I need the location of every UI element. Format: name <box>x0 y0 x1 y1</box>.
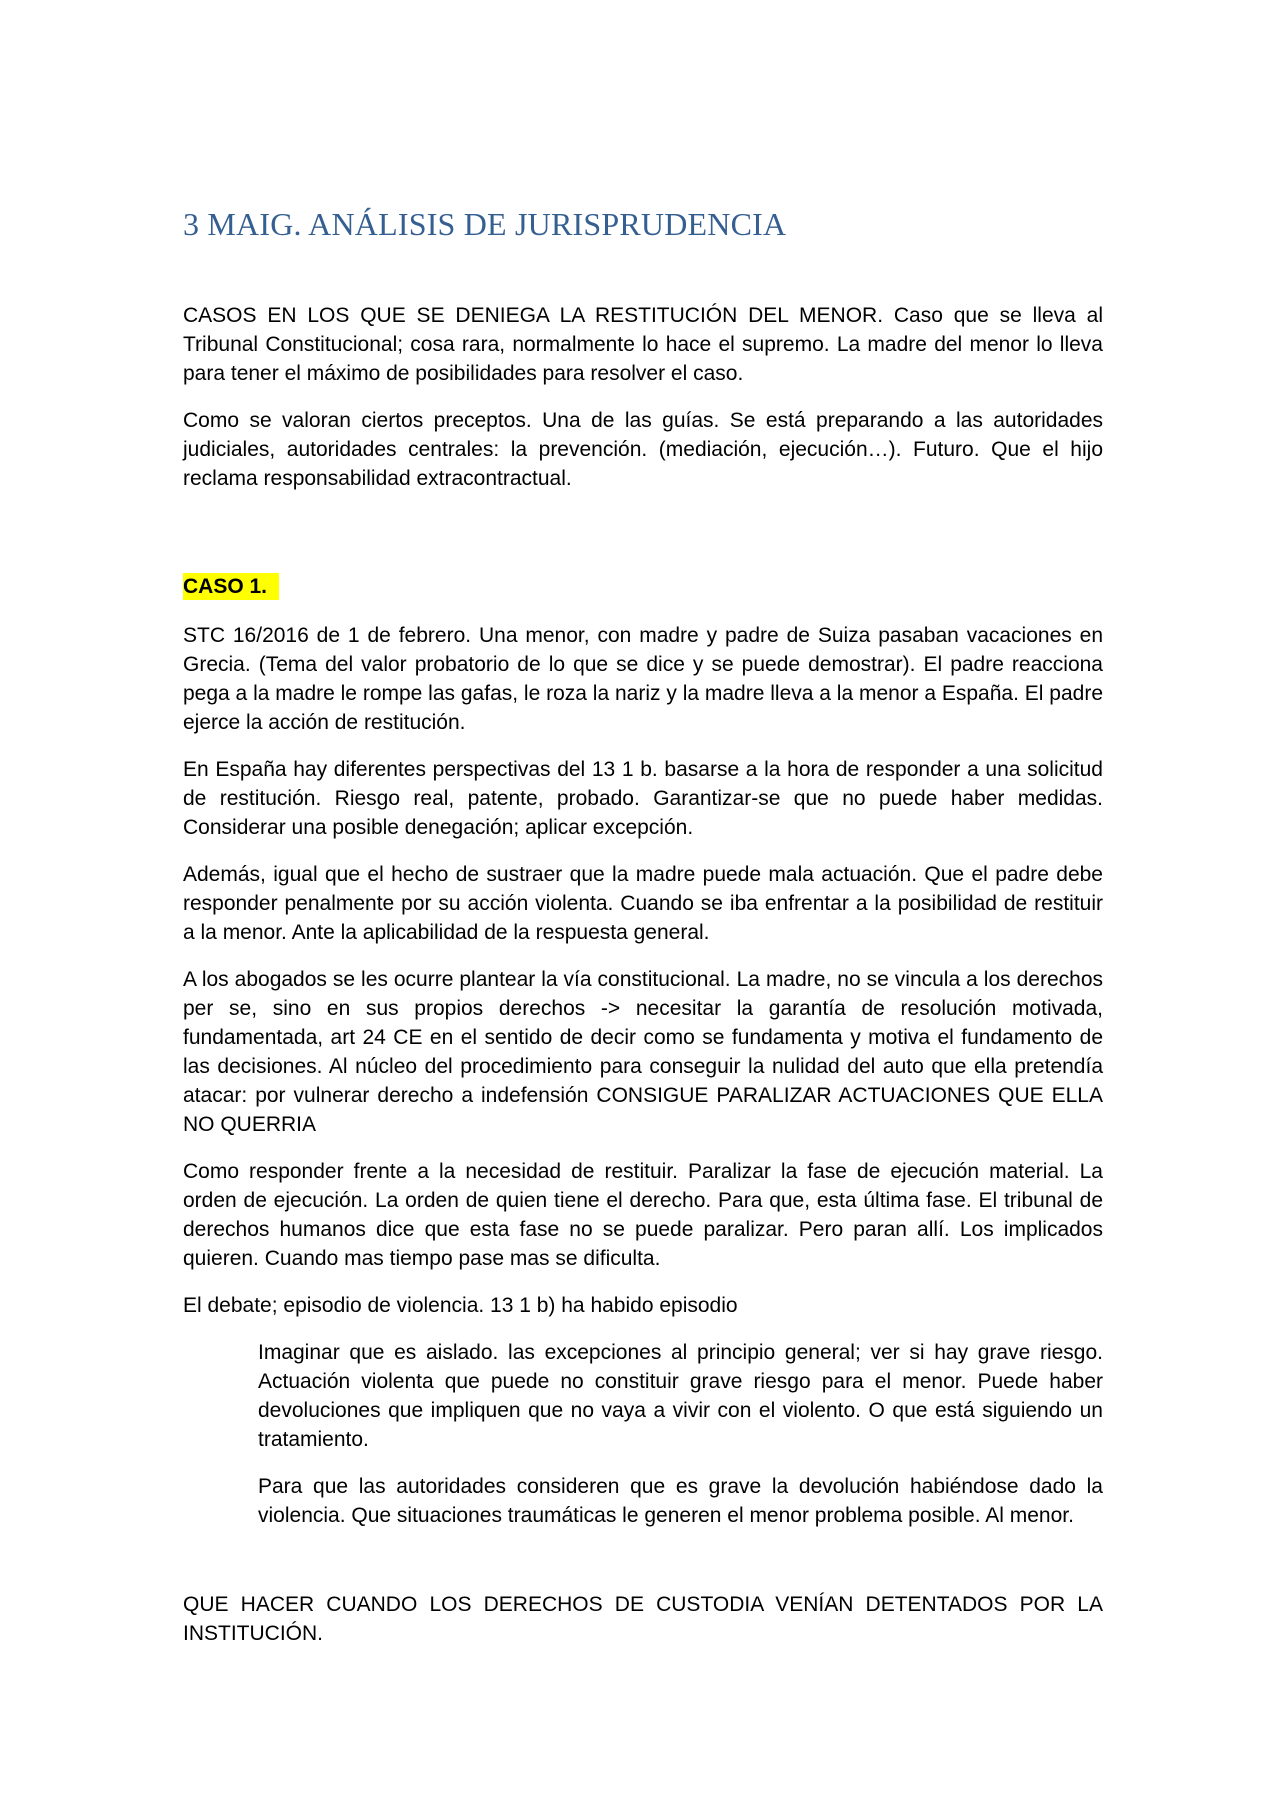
case-label-highlight: CASO 1. <box>183 573 279 600</box>
case-paragraph-3: Además, igual que el hecho de sustraer que la madre puede mala actuación. Que el padre debe responder penalmente por su acción violenta. Cuando se iba enfrentar a la posibilidad de restituir a la menor. Ante la aplicabilidad de la respuesta general. <box>183 863 1103 944</box>
case-paragraph-5: Como responder frente a la necesidad de restituir. Paralizar la fase de ejecución material. La orden de ejecución. La orden de quien tiene el derecho. Para que, esta última fase. El tribunal de derechos humanos dice que esta fase no se puede paralizar. Pero paran allí. Los implicados quieren. Cuando mas tiempo pase mas se dificulta. <box>183 1160 1103 1270</box>
intro-paragraph-2: Como se valoran ciertos preceptos. Una de las guías. Se está preparando a las autoridades judiciales, autoridades centrales: la prevención. (mediación, ejecución…). Futuro. Que el hijo reclama responsabilidad extracontractual. <box>183 409 1103 490</box>
section-spacer-2 <box>183 1548 1103 1590</box>
closing-paragraph: QUE HACER CUANDO LOS DERECHOS DE CUSTODIA VENÍAN DETENTADOS POR LA INSTITUCIÓN. <box>183 1593 1103 1645</box>
document-body <box>183 205 1103 1666</box>
case-paragraph-4: A los abogados se les ocurre plantear la vía constitucional. La madre, no se vincula a los derechos per se, sino en sus propios derechos -> necesitar la garantía de resolución motivada, fundamentada, art 24 CE en el sentido de decir como se fundamenta y motiva el fundamento de las decisiones. Al núcleo del procedimiento para conseguir la nulidad del auto que ella pretendía atacar: por vulnerar derecho a indefensión CONSIGUE PARALIZAR ACTUACIONES QUE ELLA NO QUERRIA <box>183 968 1103 1136</box>
indented-paragraph-2: Para que las autoridades consideren que es grave la devolución habiéndose dado la violencia. Que situaciones traumáticas le generen el menor problema posible. Al menor. <box>258 1475 1103 1527</box>
case-paragraph-2: En España hay diferentes perspectivas del 13 1 b. basarse a la hora de responder a una solicitud de restitución. Riesgo real, patente, probado. Garantizar-se que no puede haber medidas. Considerar una posible denegación; aplicar excepción. <box>183 758 1103 839</box>
intro-paragraph-1: CASOS EN LOS QUE SE DENIEGA LA RESTITUCIÓN DEL MENOR. Caso que se lleva al Tribunal Constitucional; cosa rara, normalmente lo hace el supremo. La madre del menor lo lleva para tener el máximo de posibilidades para resolver el caso. <box>183 304 1103 385</box>
indented-paragraph-1: Imaginar que es aislado. las excepciones al principio general; ver si hay grave riesgo. Actuación violenta que puede no constituir grave riesgo para el menor. Puede haber devoluciones que impliquen que no vaya a vivir con el violento. O que está siguiendo un tratamiento. <box>258 1341 1103 1451</box>
case-paragraph-1: STC 16/2016 de 1 de febrero. Una menor, con madre y padre de Suiza pasaban vacaciones en Grecia. (Tema del valor probatorio de lo que se dice y se puede demostrar). El padre reacciona pega a la madre le rompe las gafas, le roza la nariz y la madre lleva a la menor a España. El padre ejerce la acción de restitución. <box>183 624 1103 734</box>
section-spacer <box>183 511 1103 572</box>
page-title: 3 MAIG. ANÁLISIS DE JURISPRUDENCIA <box>183 206 787 242</box>
case-paragraph-6: El debate; episodio de violencia. 13 1 b) ha habido episodio <box>183 1294 738 1317</box>
case-heading <box>183 572 1103 603</box>
